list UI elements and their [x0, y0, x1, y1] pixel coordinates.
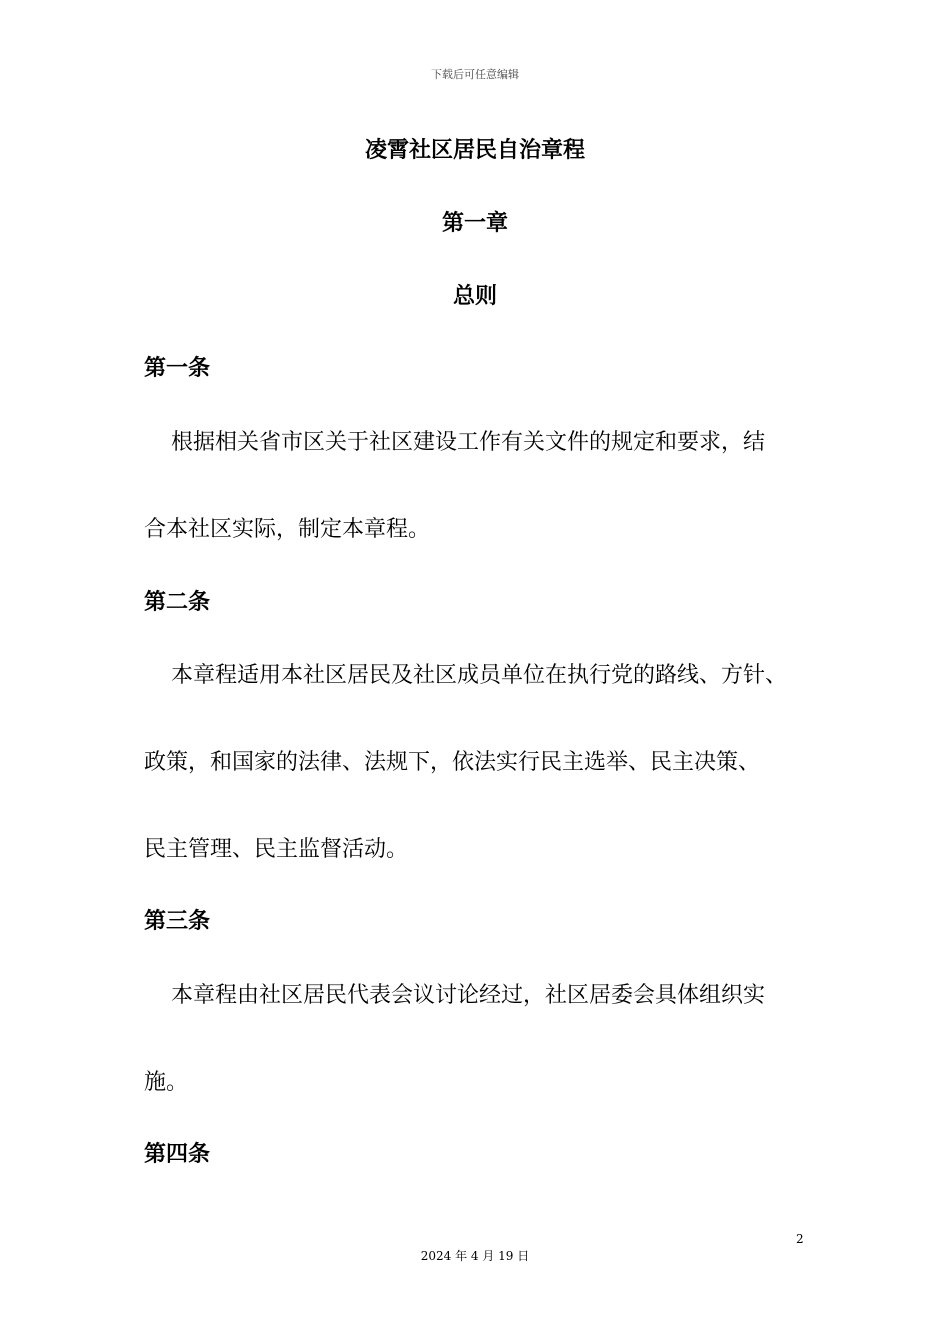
article-title: 第二条	[144, 590, 211, 615]
footer-date: 2024 年 4 月 19 日	[420, 1249, 530, 1263]
paragraph-line: 合本社区实际，制定本章程。	[144, 517, 431, 542]
chapter-heading: 第一章	[441, 211, 508, 236]
paragraph-line: 民主管理、民主监督活动。	[144, 837, 409, 862]
paragraph-line: 政策，和国家的法律、法规下，依法实行民主选举、民主决策、	[144, 750, 761, 775]
article-title: 第三条	[144, 909, 211, 934]
chapter-name: 总则	[452, 284, 497, 309]
paragraph-line: 本章程由社区居民代表会议讨论经过，社区居委会具体组织实	[171, 983, 766, 1008]
article-title: 第一条	[144, 356, 211, 381]
paragraph-line: 施。	[144, 1070, 189, 1095]
header-note: 下载后可任意编辑	[431, 68, 519, 81]
document-title: 凌霄社区居民自治章程	[364, 138, 585, 163]
paragraph-line: 根据相关省市区关于社区建设工作有关文件的规定和要求，结	[171, 430, 766, 455]
paragraph-line: 本章程适用本社区居民及社区成员单位在执行党的路线、方针、	[171, 663, 788, 688]
article-title: 第四条	[144, 1142, 211, 1167]
page-number: 2	[796, 1232, 804, 1246]
